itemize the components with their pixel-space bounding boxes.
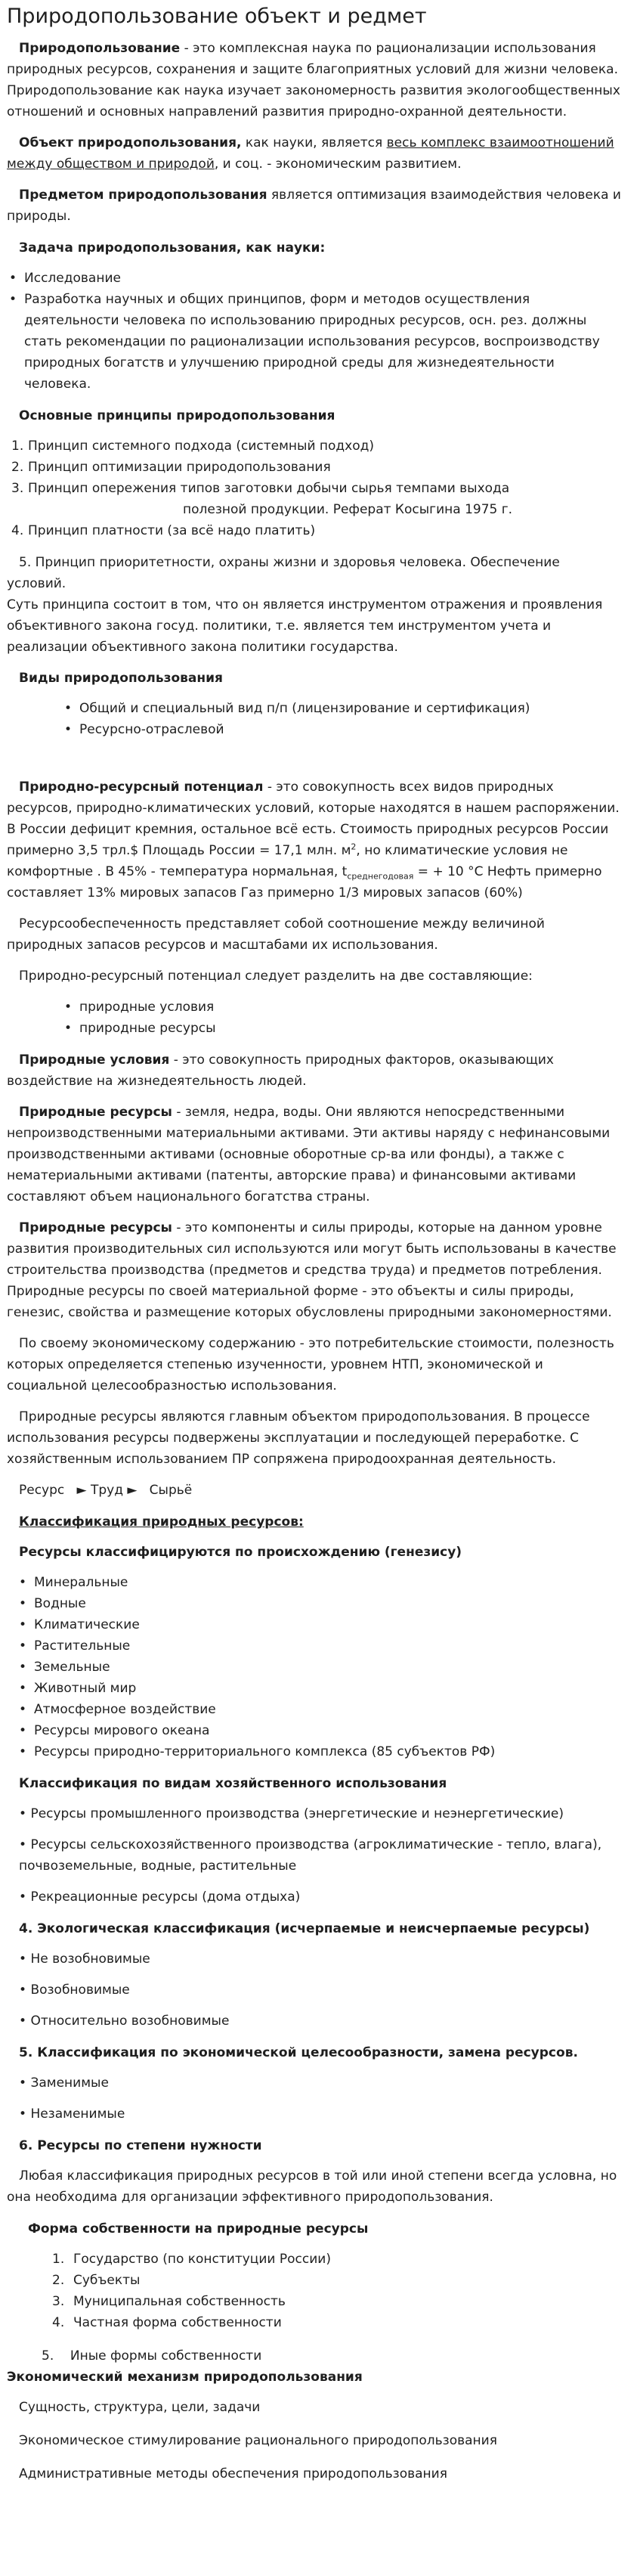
list-item: • Рекреационные ресурсы (дома отдыха)	[19, 1889, 301, 1905]
item-text: Принцип системного подхода (системный подход)	[28, 439, 375, 454]
item-text: Ресурсы промышленного производства (энергетические и неэнергетические)	[30, 1806, 564, 1821]
ecological-heading	[19, 1918, 621, 1939]
potential-term: Природно-ресурсный потенциал	[19, 780, 264, 795]
item-number: 4.	[11, 523, 24, 538]
arrow-icon: ►	[76, 1483, 87, 1498]
list-item: • Водные	[19, 1593, 621, 1614]
division-paragraph: Природно-ресурсный потенциал следует разделить на две составляющие:	[19, 969, 533, 984]
item-text: Частная форма собственности	[73, 2315, 282, 2330]
heading-number: 4	[19, 1921, 28, 1936]
supply-paragraph: Ресурсообеспеченность представляет собой соотношение между величиной природных запасов ресурсов и масштабами их использования.	[7, 916, 545, 953]
list-item: • Ресурсы мирового океана	[19, 1720, 621, 1741]
item-text: Принцип платности (за всё надо платить)	[28, 523, 316, 538]
list-item: • Заменимые	[19, 2075, 109, 2091]
item-text: Заменимые	[30, 2075, 109, 2091]
tasks-list	[7, 268, 621, 395]
principle-5: 5. Принцип приоритетности, охраны жизни и здоровья человека. Обеспечение условий.	[7, 555, 560, 591]
object-after: , и соц. - экономическим развитием.	[214, 157, 462, 172]
item-number: 2.	[52, 2273, 65, 2288]
object-before: как науки, является	[241, 135, 387, 150]
item-number: 5.	[42, 2348, 54, 2364]
conditions-paragraph	[7, 1049, 621, 1092]
chain-labor: Труд	[90, 1483, 123, 1498]
list-item	[11, 520, 621, 541]
item-number: 4.	[52, 2315, 65, 2330]
resources-term: Природные ресурсы	[19, 1105, 172, 1120]
item-text: Рекреационные ресурсы (дома отдыха)	[30, 1889, 301, 1905]
intro-paragraph	[7, 38, 621, 122]
object-term: Объект природопользования,	[19, 135, 242, 150]
list-item: • природные условия	[64, 997, 621, 1018]
item-text: Не возобновимые	[30, 1951, 150, 1967]
list-item: • Растительные	[19, 1635, 621, 1657]
list-item	[11, 436, 621, 457]
components-list	[7, 997, 621, 1039]
intro-term: Природопользование	[19, 41, 181, 56]
list-item: • Климатические	[19, 1614, 621, 1635]
list-item: • Земельные	[19, 1657, 621, 1678]
list-item: • Относительно возобновимые	[19, 2013, 230, 2029]
superscript: 2	[351, 842, 357, 852]
list-item: • природные ресурсы	[64, 1018, 621, 1039]
list-item: Административные методы обеспечения природопользования	[19, 2466, 447, 2481]
feasibility-heading: 5. Классификация по экономической целесообразности, замена ресурсов.	[19, 2045, 578, 2060]
necessity-heading: 6. Ресурсы по степени нужности	[19, 2138, 262, 2153]
list-item: • Ресурсы сельскохозяйственного производства (агроклиматические - тепло, влага), почвоземельные, водные, растительные	[19, 1837, 602, 1874]
chain-raw: Сырьё	[149, 1483, 193, 1498]
economic-content-paragraph: По своему экономическому содержанию - это потребительские стоимости, полезность которых определяется степенью изученности, уровнем НТП, экономической и социальной целесообразностью использования.	[7, 1336, 614, 1393]
classification-heading: Классификация природных ресурсов:	[19, 1514, 304, 1530]
arrow-icon: ►	[127, 1483, 138, 1498]
potential-text-2: , но климатические условия не комфортные . В 45% - температура нормальная, t	[7, 843, 568, 879]
list-item: • Общий и специальный вид п/п (лицензирование и сертификация)	[64, 698, 621, 719]
object-paragraph	[7, 132, 621, 175]
item-continuation: полезной продукции. Реферат Косыгина 1975 г.	[183, 502, 513, 517]
subject-text: является оптимизация взаимодействия человека и природы.	[7, 188, 621, 224]
ownership-list	[7, 2249, 621, 2333]
main-object-paragraph: Природные ресурсы являются главным объектом природопользования. В процессе использования ресурсы подвержены эксплуатации и последующей переработке. С хозяйственным использованием ПР сопряжена природоохранная деятельность.	[7, 1409, 590, 1467]
list-item: • Ресурсно-отраслевой	[64, 719, 621, 740]
origin-list	[7, 1572, 621, 1762]
item-number: 2.	[11, 460, 24, 475]
spacer	[7, 751, 621, 777]
list-item	[52, 2312, 621, 2333]
ownership-heading: Форма собственности на природные ресурсы	[28, 2221, 369, 2237]
potential-text-1: - это совокупность всех видов природных ресурсов, природно-климатических условий, которые находятся в нашем распоряжении. В России дефицит кремния, остальное всё есть. Стоимость природных ресурсов России примерно 3,5 трл.$ Площадь России = 17,1 млн. м	[7, 780, 620, 858]
potential-text-3: = + 10 °С Нефть примерно составляет 13% мировых запасов Газ примерно 1/3 мировых запасов (60%)	[7, 864, 602, 901]
list-item: • Не возобновимые	[19, 1951, 150, 1967]
resources-term: Природные ресурсы	[19, 1220, 172, 1235]
list-item: • Ресурсы природно-территориального комплекса (85 субъектов РФ)	[19, 1741, 621, 1762]
item-number: 3.	[52, 2294, 65, 2309]
item-text: Ресурсы сельскохозяйственного производства (агроклиматические - тепло, влага), почвоземельные, водные, растительные	[19, 1837, 602, 1874]
item-number: 1.	[52, 2252, 65, 2267]
conditions-text: - это совокупность природных факторов, оказывающих воздействие на жизнедеятельность людей.	[7, 1052, 554, 1089]
types-heading: Виды природопользования	[19, 671, 223, 686]
item-number: 1.	[11, 439, 24, 454]
list-item: • Ресурсы промышленного производства (энергетические и неэнергетические)	[19, 1806, 564, 1821]
resources-text: - земля, недра, воды. Они являются непосредственными непроизводственными материальными активами. Эти активы наряду с нефинансовыми производственными активами (основные оборотные ср-ва или фонды), а также с нематериальными активами (патенты, авторские права) и финансовыми активами составляют объем национального богатства страны.	[7, 1105, 611, 1204]
list-item	[11, 457, 621, 478]
item-text: Незаменимые	[30, 2106, 125, 2122]
classification-conclusion: Любая классификация природных ресурсов в той или иной степени всегда условна, но она необходима для организации эффективного природопользования.	[7, 2168, 617, 2205]
resource-chain	[19, 1480, 621, 1501]
item-text: Принцип оптимизации природопользования	[28, 460, 331, 475]
list-item: • Исследование	[9, 268, 621, 289]
principles-list	[7, 436, 621, 541]
page-title: Природопользование объект и редмет	[7, 5, 427, 28]
ownership-other	[42, 2345, 621, 2367]
list-item	[52, 2249, 621, 2270]
resources-paragraph-1	[7, 1102, 621, 1207]
item-text: Возобновимые	[30, 1982, 130, 1998]
list-item: Экономическое стимулирование рационального природопользования	[19, 2433, 497, 2448]
item-number: 3.	[11, 481, 24, 496]
resources-text: - это компоненты и силы природы, которые на данном уровне развития производительных сил используются или могут быть использованы в качестве строительства производства (предметов и средства труда) и предметов потребления. Природные ресурсы по своей материальной форме - это объекты и силы природы, генезис, свойства и размещение которых обусловлены природными закономерностями.	[7, 1220, 617, 1320]
economic-use-heading: Классификация по видам хозяйственного использования	[19, 1776, 447, 1791]
list-item	[11, 478, 621, 520]
item-text: Иные формы собственности	[70, 2348, 262, 2364]
list-item: • Незаменимые	[19, 2106, 125, 2122]
resources-paragraph-2	[7, 1217, 621, 1323]
list-item: • Животный мир	[19, 1678, 621, 1699]
conditions-term: Природные условия	[19, 1052, 170, 1068]
list-item	[52, 2291, 621, 2312]
list-item: • Возобновимые	[19, 1982, 130, 1998]
item-text: Принцип опережения типов заготовки добычи сырья темпами выхода	[28, 481, 510, 496]
item-text: Государство (по конституции России)	[73, 2252, 331, 2267]
types-list	[7, 698, 621, 740]
principle-5-essence: Суть принципа состоит в том, что он является инструментом отражения и проявления объективного закона госуд. политики, т.е. является тем инструментом учета и реализации объективного закона политики государства.	[7, 597, 603, 655]
list-item: • Атмосферное воздействие	[19, 1699, 621, 1720]
item-text: Относительно возобновимые	[30, 2013, 230, 2029]
heading-text: . Экологическая классификация (исчерпаемые и неисчерпаемые ресурсы)	[27, 1921, 590, 1936]
potential-paragraph	[7, 777, 621, 904]
list-item: Сущность, структура, цели, задачи	[19, 2400, 261, 2415]
principles-heading: Основные принципы природопользования	[19, 408, 335, 423]
subject-paragraph	[7, 184, 621, 227]
list-item	[52, 2270, 621, 2291]
origin-heading: Ресурсы классифицируются по происхождению (генезису)	[19, 1545, 462, 1560]
item-text: Субъекты	[73, 2273, 141, 2288]
chain-resource: Ресурс	[19, 1483, 65, 1498]
object-underlined: весь комплекс взаимоотношений между обществом и природой	[7, 135, 614, 172]
subscript: среднегодовая	[347, 871, 414, 882]
subject-term: Предметом природопользования	[19, 188, 267, 203]
intro-text: - это комплексная наука по рационализации использования природных ресурсов, сохранения и защите благоприятных условий для жизни человека. Природопользование как наука изучает закономерность развития экологообщественных отношений и основных направлений развития природно-охранной деятельности.	[7, 41, 620, 119]
item-text: Муниципальная собственность	[73, 2294, 286, 2309]
mechanism-heading: Экономический механизм природопользования	[7, 2370, 363, 2385]
list-item: • Разработка научных и общих принципов, форм и методов осуществления деятельности человека по использованию природных ресурсов, осн. рез. должны стать рекомендации по рационализации использования ресурсов, воспроизводству природных богатств и улучшению природной среды для жизнедеятельности человека.	[9, 289, 621, 395]
tasks-heading: Задача природопользования, как науки:	[19, 240, 326, 256]
list-item: • Минеральные	[19, 1572, 621, 1593]
